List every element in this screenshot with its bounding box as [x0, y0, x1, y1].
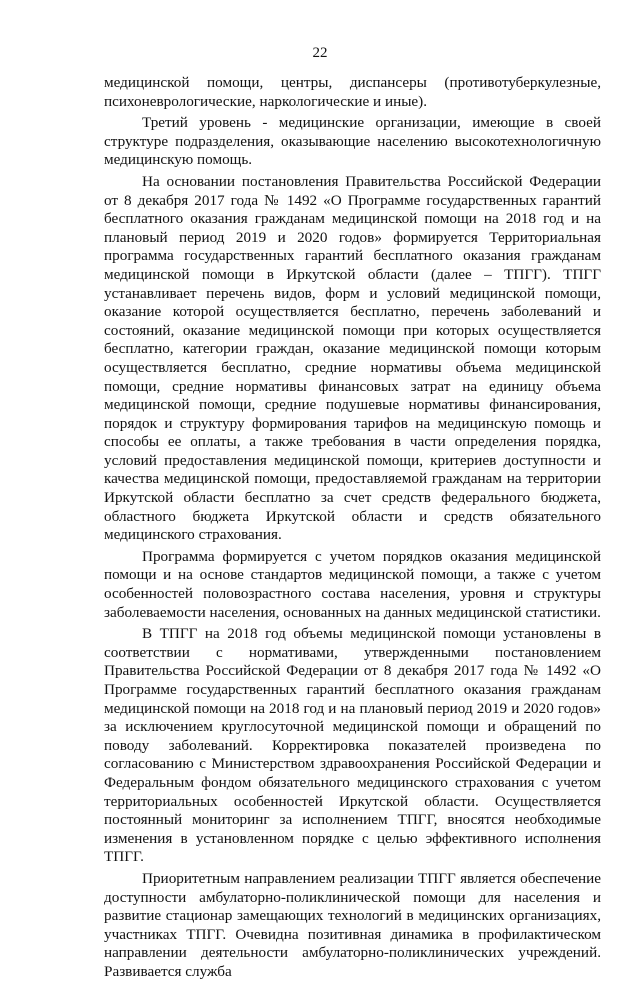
paragraph-continued-levels: медицинской помощи, центры, диспансеры (противотуберкулезные, психоневрологические, наркологические и иные). — [104, 74, 601, 110]
page-number: 22 — [312, 45, 328, 61]
paragraph-tpgg-basis: На основании постановления Правительства Российской Федерации от 8 декабря 2017 года № 1492 «О Программе государственных гарантий бесплатного оказания гражданам медицинской помощи на 2018 год и на плановый период 2019 и 2020 годов» формируется Территориальная программа государственных гарантий бесплатного оказания гражданам медицинской помощи в Иркутской области (далее – ТПГГ). ТПГГ устанавливает перечень видов, форм и условий медицинской помощи, оказание которой осуществляется бесплатно, перечень заболеваний и состояний, оказание медицинской помощи при которых осуществляется бесплатно, категории граждан, оказание медицинской помощи которым осуществляется бесплатно, средние нормативы объема медицинской помощи, средние нормативы финансовых затрат на единицу объема медицинской помощи, средние подушевые нормативы финансирования, порядок и структуру формирования тарифов на медицинскую помощь и способы ее оплаты, а также требования в части определения порядка, условий предоставления медицинской помощи, критериев доступности и качества медицинской помощи, предоставляемой гражданам на территории Иркутской области бесплатно за счет средств федерального бюджета, областного бюджета Иркутской области и средств обязательного медицинского страхования. — [104, 172, 601, 544]
paragraph-program-formation: Программа формируется с учетом порядков оказания медицинской помощи и на основе стандартов медицинской помощи, а также с учетом особенностей половозрастного состава населения, уровня и структуры заболеваемости населения, основанных на данных медицинской статистики. — [104, 547, 601, 621]
paragraph-priority-direction: Приоритетным направлением реализации ТПГГ является обеспечение доступности амбулаторно-поликлинической помощи для населения и развитие стационар замещающих технологий в медицинских организациях, участниках ТПГГ. Очевидна позитивная динамика в профилактическом направлении деятельности амбулаторно-поликлинических учреждений. Развивается служба — [104, 869, 601, 980]
paragraph-third-level: Третий уровень - медицинские организации, имеющие в своей структуре подразделения, оказывающие населению высокотехнологичную медицинскую помощь. — [104, 114, 601, 169]
paragraph-tpgg-2018-volumes: В ТПГГ на 2018 год объемы медицинской помощи установлены в соответствии с нормативами, утвержденными постановлением Правительства Российской Федерации от 8 декабря 2017 года № 1492 «О Программе государственных гарантий бесплатного оказания гражданам медицинской помощи на 2018 год и на плановый период 2019 и 2020 годов» за исключением круглосуточной медицинской помощи и обращений по поводу заболеваний. Корректировка показателей произведена по согласованию с Министерством здравоохранения Российской Федерации и Федеральным фондом обязательного медицинского страхования с учетом территориальных особенностей Иркутской области. Осуществляется постоянный мониторинг за исполнением ТПГГ, вносятся необходимые изменения в установленном порядке с целью эффективного исполнения ТПГГ. — [104, 625, 601, 866]
document-body — [104, 74, 601, 982]
